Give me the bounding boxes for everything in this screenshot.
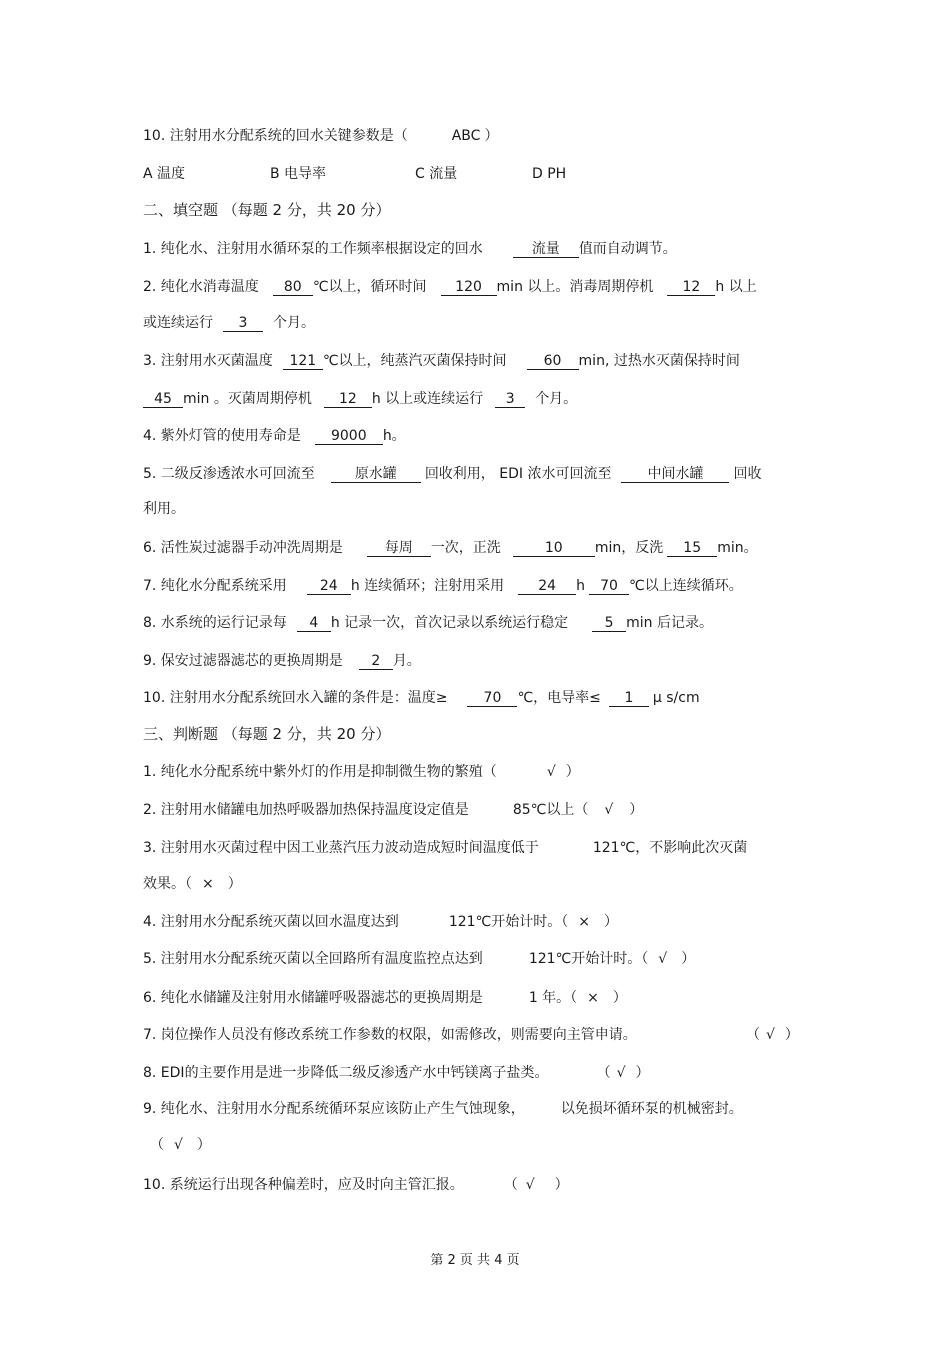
judge-question-3: 3. 注射用水灭菌过程中因工业蒸汽压力波动造成短时间温度低于 121℃，不影响此次灭菌 [143,840,748,856]
blank-answer: 3 [223,316,263,332]
blank-answer: 12 [324,392,372,408]
judge-question-3-cont: 效果。（ × ） [143,876,242,892]
fill-question-1: 1. 纯化水、注射用水循环泵的工作频率根据设定的回水 流量 值而自动调节。 [143,241,677,257]
judge-question-6: 6. 纯化水储罐及注射用水储罐呼吸器滤芯的更换周期是 1 年。（ × ） [143,990,627,1006]
section-fill-heading: 二、填空题 （每题 2 分，共 20 分） [143,201,391,219]
blank-answer: 3 [495,392,525,408]
judge-question-1: 1. 纯化水分配系统中紫外灯的作用是抑制微生物的繁殖（ √ ） [143,764,580,780]
option-b: B 电导率 [270,166,327,182]
page-footer: 第 2 页 共 4 页 [430,1253,520,1268]
judge-question-10: 10. 系统运行出现各种偏差时，应及时向主管汇报。 （ √ ） [143,1177,569,1193]
blank-answer: 流量 [513,242,579,258]
mc-question-10: 10. 注射用水分配系统的回水关键参数是（ ABC ） [143,128,499,144]
blank-answer: 45 [143,392,183,408]
blank-answer: 70 [589,579,629,595]
judge-answer: × [202,876,214,892]
judge-question-9-cont: （ √ ） [150,1137,211,1153]
judge-question-7: 7. 岗位操作人员没有修改系统工作参数的权限，如需修改，则需要向主管申请。 [143,1027,637,1043]
judge-answer: √ [174,1137,183,1153]
option-a: A 温度 [143,166,186,182]
judge-answer: √ [525,1177,535,1193]
judge-answer: × [587,990,599,1006]
answer-text: ABC [451,128,481,144]
blank-answer: 1 [609,691,649,707]
blank-answer: 9000 [315,429,383,445]
blank-answer: 60 [527,354,579,370]
fill-question-6: 6. 活性炭过滤器手动冲洗周期是 每周 一次，正洗 10 min，反洗 15 min。 [143,540,758,556]
judge-question-4: 4. 注射用水分配系统灭菌以回水温度达到 121℃开始计时。（ × ） [143,914,618,930]
fill-question-5: 5. 二级反渗透浓水可回流至 原水罐 回收利用， EDI 浓水可回流至 中间水罐 回收 [143,466,762,482]
fill-question-10: 10. 注射用水分配系统回水入罐的条件是：温度≥ 70 ℃，电导率≤ 1 μ s/cm [143,690,700,706]
judge-question-2: 2. 注射用水储罐电加热呼吸器加热保持温度设定值是 85℃以上（ √ ） [143,802,644,818]
option-d: D PH [532,166,567,182]
blank-answer: 24 [518,579,576,595]
option-c: C 流量 [415,166,458,182]
judge-answer: √ [546,764,556,780]
judge-answer: √ [604,802,614,818]
blank-answer: 每周 [367,541,431,557]
blank-answer: 121 [283,354,323,370]
blank-answer: 70 [467,691,517,707]
blank-answer: 80 [273,280,313,296]
blank-answer: 10 [513,541,595,557]
judge-answer: √ [616,1065,626,1081]
judge-question-5: 5. 注射用水分配系统灭菌以全回路所有温度监控点达到 121℃开始计时。（ √ ） [143,951,696,967]
fill-question-9: 9. 保安过滤器滤芯的更换周期是 2 月。 [143,653,421,669]
fill-question-3-cont: 45 min 。灭菌周期停机 12 h 以上或连续运行 3 个月。 [143,390,577,408]
question-text: 10. 注射用水分配系统的回水关键参数是（ [143,128,408,144]
judge-question-8: 8. EDI的主要作用是进一步降低二级反渗透产水中钙镁离子盐类。 （ √ ） [143,1065,650,1081]
blank-answer: 4 [297,616,331,632]
fill-question-2: 2. 纯化水消毒温度 80 ℃以上，循环时间 120 min 以上。消毒周期停机 12 h 以上 [143,279,757,295]
judge-question-9: 9. 纯化水、注射用水分配系统循环泵应该防止产生气蚀现象， 以免损坏循环泵的机械密封。 [143,1101,743,1117]
blank-answer: 2 [359,654,393,670]
judge-question-7-answer: （ √ ） [746,1027,799,1043]
judge-answer: √ [766,1027,775,1043]
fill-question-3: 3. 注射用水灭菌温度 121 ℃以上，纯蒸汽灭菌保持时间 60 min, 过热水灭菌保持时间 [143,353,740,369]
blank-answer: 120 [441,280,497,296]
fill-question-8: 8. 水系统的运行记录每 4 h 记录一次，首次记录以系统运行稳定 5 min 后记录。 [143,615,713,631]
blank-answer: 中间水罐 [621,467,729,483]
fill-question-4: 4. 紫外灯管的使用寿命是 9000 h。 [143,428,406,444]
blank-answer: 24 [307,579,351,595]
judge-answer: √ [658,951,668,967]
fill-question-2-cont: 或连续运行 3 个月。 [143,315,315,331]
blank-answer: 12 [667,280,715,296]
blank-answer: 原水罐 [331,467,421,483]
blank-answer: 15 [667,541,717,557]
section-judge-heading: 三、判断题 （每题 2 分，共 20 分） [143,725,391,743]
fill-question-5-cont: 利用。 [143,501,185,517]
fill-question-7: 7. 纯化水分配系统采用 24 h 连续循环；注射用采用 24 h 70 ℃以上连续循环。 [143,578,743,594]
judge-answer: × [578,914,590,930]
blank-answer: 5 [592,616,626,632]
